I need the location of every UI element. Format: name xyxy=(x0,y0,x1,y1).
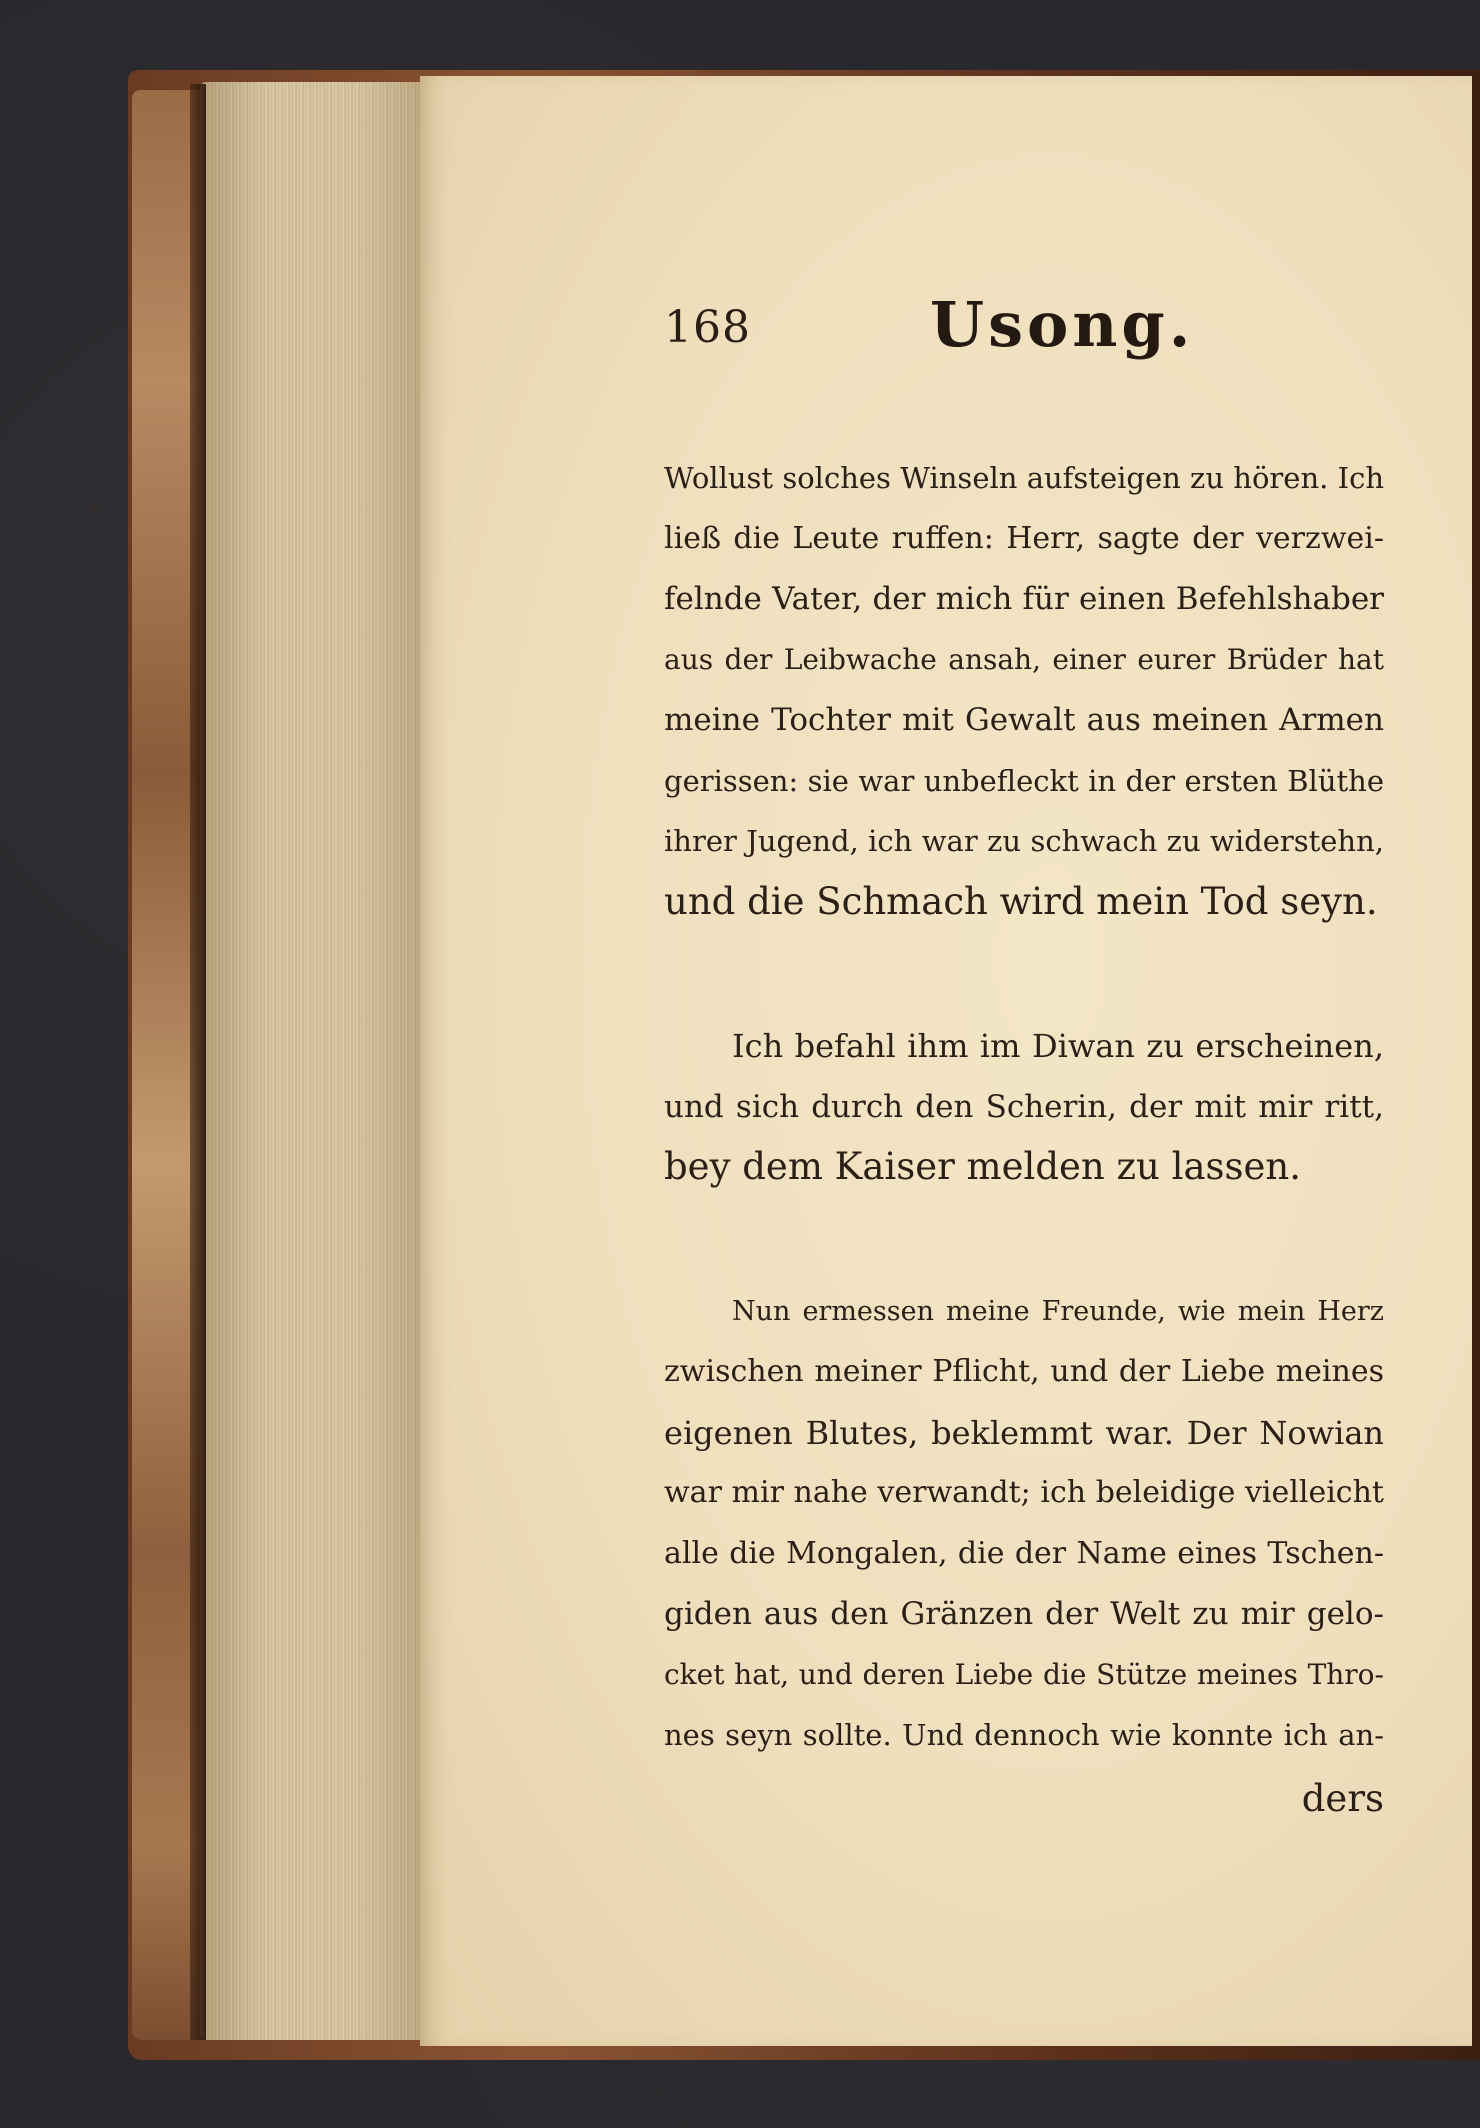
text-line: gerissen: sie war unbefleckt in der ersten Blüthe xyxy=(664,763,1384,798)
catchword: ders xyxy=(1301,1776,1384,1820)
paragraph xyxy=(664,1282,1384,1766)
page-header xyxy=(664,288,1384,378)
text-line: alle die Mongalen, die der Name eines Tschen- xyxy=(664,1535,1384,1571)
text-line: meine Tochter mit Gewalt aus meinen Armen xyxy=(664,702,1384,738)
text-line: bey dem Kaiser melden zu lassen. xyxy=(664,1145,1301,1188)
page-number: 168 xyxy=(664,302,751,353)
text-line: zwischen meiner Pflicht, und der Liebe meines xyxy=(664,1354,1384,1389)
text-line: Wollust solches Winseln aufsteigen zu hören. Ich xyxy=(664,461,1384,495)
text-line: ihrer Jugend, ich war zu schwach zu widerstehn, xyxy=(664,824,1384,858)
text-line: und die Schmach wird mein Tod seyn. xyxy=(664,879,1378,923)
dust-speck xyxy=(92,506,98,512)
text-line: ließ die Leute ruffen: Herr, sagte der verzwei- xyxy=(664,520,1384,556)
cover-shadow xyxy=(190,84,206,2040)
text-line: aus der Leibwache ansah, einer eurer Brüder hat xyxy=(664,642,1384,676)
text-line: Nun ermessen meine Freunde, wie mein Herz xyxy=(732,1295,1384,1327)
text-line: giden aus den Gränzen der Welt zu mir gelo- xyxy=(664,1596,1384,1632)
body-text xyxy=(664,448,1384,1828)
text-line: nes seyn sollte. Und dennoch wie konnte ich an- xyxy=(664,1718,1384,1752)
text-line: eigenen Blutes, beklemmt war. Der Nowian xyxy=(664,1413,1384,1452)
text-line: felnde Vater, der mich für einen Befehlshaber xyxy=(664,581,1384,617)
text-line: Ich befahl ihm im Diwan zu erscheinen, xyxy=(732,1027,1384,1065)
text-line: cket hat, und deren Liebe die Stütze meines Thro- xyxy=(664,1657,1384,1691)
text-line: und sich durch den Scherin, der mit mir ritt, xyxy=(664,1088,1384,1125)
paragraph xyxy=(664,448,1384,932)
paragraph xyxy=(664,1016,1384,1198)
text-line: war mir nahe verwandt; ich beleidige vielleicht xyxy=(664,1475,1384,1510)
book-page xyxy=(420,76,1472,2046)
page-block-edges xyxy=(200,82,422,2040)
running-head: Usong. xyxy=(930,288,1195,361)
